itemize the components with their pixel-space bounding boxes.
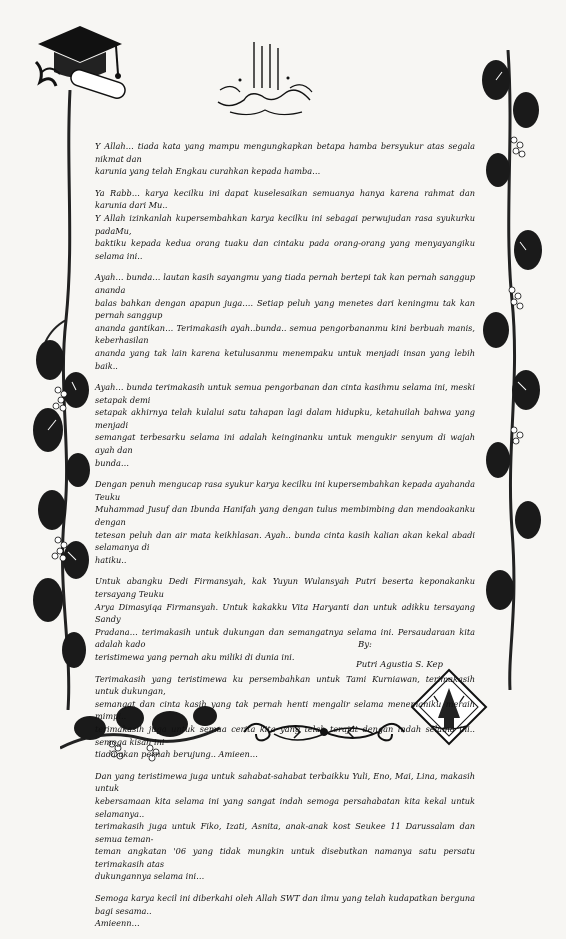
left-vine-border: [28, 90, 100, 710]
paragraph: Dan yang teristimewa juga untuk sahabat-sahabat terbaikku Yuli, Eno, Mai, Lina, makasih untuk kebersamaan kita selama ini yang sangat indah semoga persahabatan kita kekal untuk selamanya.. terimakasih juga untuk Fiko, Izati, Asnita, anak-anak kost Seukee 11 Darussalam dan semua teman- teman angkatan '06 yang tidak mungkin untuk disebutkan namanya satu persatu terimakasih atas dukungannya selama ini…: [95, 770, 475, 882]
signature-name: Putri Agustia S. Kep: [356, 660, 443, 670]
paragraph: Untuk abangku Dedi Firmansyah, kak Yuyun Wulansyah Putri beserta keponakanku tersayang Teuku Arya Dimasyiqa Firmansyah. Untuk kakakku Vita Haryanti dan untuk adikku tersayang Sandy Pradana… terimakasih untuk dukungan dan semangatnya selama ini. Persaudaraan kita adalah kado teristimewa yang pernah aku miliki di dunia ini.: [95, 576, 475, 662]
paragraph: Ya Rabb… karya kecilku ini dapat kuselesaikan semuanya hanya karena rahmat dan karunia dari Mu.. Y Allah izinkanlah kupersembahkan karya kecilku ini sebagai perwujudan rasa syukurku padaMu, baktiku kepada kedua orang tuaku dan cintaku pada orang-orang yang menyayangiku selama ini..: [95, 187, 475, 261]
paragraph: Semoga karya kecil ini diberkahi oleh Allah SWT dan ilmu yang telah kudapatkan berguna bagi sesama.. Amieenn…: [95, 893, 475, 929]
dedication-text: [95, 140, 475, 939]
paragraph: Y Allah… tiada kata yang mampu mengungkapkan betapa hamba bersyukur atas segala nikmat dan karunia yang telah Engkau curahkan kepada hamba…: [95, 141, 475, 177]
bismillah-calligraphy: [210, 40, 320, 120]
paragraph: Ayah… bunda terimakasih untuk semua pengorbanan dan cinta kasihmu selama ini, meski setapak demi setapak akhirnya telah kulalui satu tahapan lagi dalam hidupku, ketahuilah bahwa yang menjadi semangat terbesarku selama ini adalah keinginanku untuk mengukir senyum di wajah ayah dan bunda…: [95, 382, 475, 468]
right-vine-border: [478, 50, 548, 690]
paragraph: Dengan penuh mengucap rasa syukur karya kecilku ini kupersembahkan kepada ayahanda Teuku Muhammad Jusuf dan Ibunda Hanifah yang dengan tulus membimbing dan mendoakanku dengan tetesan peluh dan air mata keikhlasan. Ayah.. bunda cinta kasih kalian akan kekal abadi selamanya di hatiku..: [95, 479, 475, 565]
paragraph: Terimakasih yang teristimewa ku persembahkan untuk Tami Kurniawan, terimakasih untuk dukungan, semangat dan cinta kasih yang tak pernah henti mengalir selama menemaniku meraih mimpi.. terimakasih juga untuk semua cerita kita yang telah terajut dengan indah selama ini.. semoga kisah ini tiada akan pernah berujung.. Amieen…: [95, 673, 475, 760]
paragraph: Ayah… bunda… lautan kasih sayangmu yang tiada pernah bertepi tak kan pernah sanggup ananda balas bahkan dengan apapun juga…. Setiap peluh yang menetes dari keningmu tak kan pernah sanggup ananda gantikan… Terimakasih ayah..bunda.. semua pengorbananmu kini berbuah manis, keberhasilan ananda yang tak lain karena ketulusanmu menempaku untuk menjadi insan yang lebih baik..: [95, 272, 475, 371]
signature-by-label: By:: [358, 640, 372, 650]
